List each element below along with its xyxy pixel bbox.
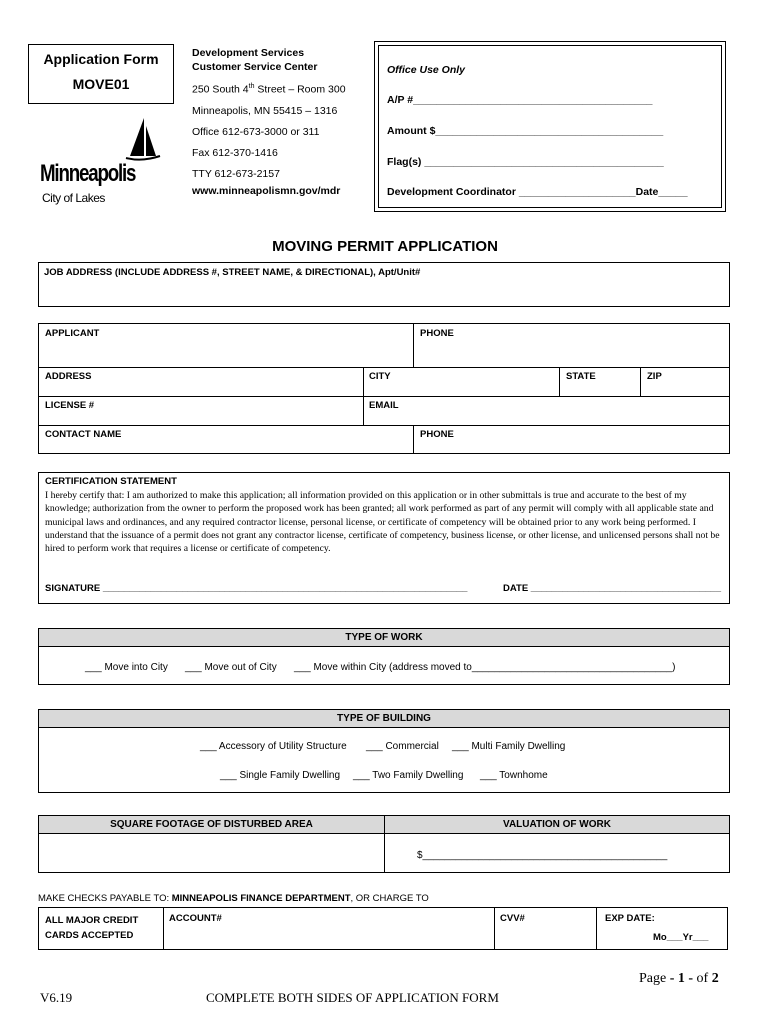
office-info <box>192 46 367 198</box>
sqft-field[interactable] <box>40 834 383 872</box>
payment-note: MAKE CHECKS PAYABLE TO: MINNEAPOLIS FINANCE DEPARTMENT, OR CHARGE TO <box>38 893 429 904</box>
grid-divider <box>413 324 414 367</box>
payment-divider <box>596 908 597 949</box>
grid-divider <box>39 396 729 397</box>
multi-family-option[interactable]: ___ Multi Family Dwelling <box>452 741 566 752</box>
certification-box <box>38 472 730 604</box>
grid-divider <box>39 367 729 368</box>
sqft-header: SQUARE FOOTAGE OF DISTURBED AREA <box>110 819 313 830</box>
grid-divider <box>640 367 641 396</box>
office-dept: Development Services <box>192 47 305 59</box>
single-family-option[interactable]: ___ Single Family Dwelling <box>220 770 341 781</box>
payment-grid <box>38 907 728 950</box>
type-of-building-header: TYPE OF BUILDING <box>39 710 729 728</box>
date-field[interactable]: DATE ____________________________________ <box>503 583 721 594</box>
two-family-option[interactable]: ___ Two Family Dwelling <box>353 770 464 781</box>
move-out-of-city-option[interactable]: ___ Move out of City <box>185 662 277 673</box>
move-within-city-option[interactable]: ___ Move within City (address moved to____________________________________) <box>294 662 676 673</box>
job-address-label: JOB ADDRESS (INCLUDE ADDRESS #, STREET NAME, & DIRECTIONAL), Apt/Unit# <box>44 267 421 278</box>
sailboat-icon <box>122 116 162 164</box>
sqft-valuation-box <box>38 815 730 873</box>
office-use-box <box>374 41 726 212</box>
exp-moyr[interactable]: Mo___Yr___ <box>653 932 709 943</box>
type-of-work-box <box>38 628 730 685</box>
office-use-inner <box>378 45 722 208</box>
payment-divider <box>163 908 164 949</box>
office-use-amount: Amount $_______________________________________ <box>387 125 664 137</box>
form-code: MOVE01 <box>72 76 130 92</box>
license-label: LICENSE # <box>45 400 95 411</box>
cvv-label[interactable]: CVV# <box>500 913 525 924</box>
valuation-field[interactable]: $____________________________________________ <box>417 850 668 861</box>
logo-tagline: City of Lakes <box>42 191 105 205</box>
form-title-box <box>28 44 174 104</box>
cards-accepted-label: ALL MAJOR CREDIT CARDS ACCEPTED <box>45 915 139 941</box>
city-logo <box>40 116 160 216</box>
office-fax: Fax 612-370-1416 <box>192 146 278 159</box>
applicant-label: APPLICANT <box>45 328 100 339</box>
complete-both-sides-note: COMPLETE BOTH SIDES OF APPLICATION FORM <box>206 990 499 1005</box>
accessory-structure-option[interactable]: ___ Accessory of Utility Structure <box>200 741 347 752</box>
office-use-coordinator: Development Coordinator ____________________Date_____ <box>387 186 688 198</box>
phone-label: PHONE <box>420 328 454 339</box>
version-label: V6.19 <box>40 990 73 1005</box>
office-use-title: Office Use Only <box>387 64 466 76</box>
office-use-flags: Flag(s) _________________________________________ <box>387 156 664 168</box>
move-into-city-option[interactable]: ___ Move into City <box>85 662 168 673</box>
grid-divider <box>363 367 364 425</box>
contact-name-label: CONTACT NAME <box>45 429 122 440</box>
job-address-field[interactable] <box>38 262 730 307</box>
commercial-option[interactable]: ___ Commercial <box>366 741 439 752</box>
type-of-building-box <box>38 709 730 793</box>
signature-field[interactable]: SIGNATURE _____________________________________________________________________ <box>45 583 468 594</box>
payment-divider <box>494 908 495 949</box>
office-street: 250 South 4th Street – Room 300 <box>192 83 346 96</box>
office-center: Customer Service Center <box>192 61 318 73</box>
page-title: MOVING PERMIT APPLICATION <box>272 238 498 255</box>
type-of-work-header: TYPE OF WORK <box>39 629 729 647</box>
grid-divider <box>413 425 414 454</box>
email-label: EMAIL <box>369 400 399 411</box>
grid-divider <box>559 367 560 396</box>
page-number: Page - 1 - of 2 <box>639 971 719 986</box>
certification-title: CERTIFICATION STATEMENT <box>45 476 177 487</box>
form-title: Application Form <box>43 51 159 67</box>
state-label: STATE <box>566 371 596 382</box>
office-web: www.minneapolismn.gov/mdr <box>192 184 341 197</box>
office-tty: TTY 612-673-2157 <box>192 167 280 180</box>
office-phone: Office 612-673-3000 or 311 <box>192 125 320 138</box>
city-label: CITY <box>369 371 391 382</box>
account-label[interactable]: ACCOUNT# <box>169 913 222 924</box>
valuation-header: VALUATION OF WORK <box>503 819 611 830</box>
exp-date-label[interactable]: EXP DATE: <box>605 913 655 924</box>
office-use-ap: A/P #_________________________________________ <box>387 94 653 106</box>
grid-divider <box>39 425 729 426</box>
logo-name: Minneapolis <box>40 160 136 187</box>
contact-phone-label: PHONE <box>420 429 454 440</box>
address-label: ADDRESS <box>45 371 92 382</box>
townhome-option[interactable]: ___ Townhome <box>480 770 548 781</box>
applicant-grid <box>38 323 730 454</box>
zip-label: ZIP <box>647 371 662 382</box>
certification-text: I hereby certify that: I am authorized to make this application; all information provided on this application or in other submittals is true and accurate to the best of my knowledge; authorization from the owner to perform the proposed work has been granted; all work performed as part of any permit will comply with all applicable state and municipal laws and ordinances, and any required contractor license, personal license, or certificate of competency will be obtained prior to any work being performed. I understand that the issuance of a permit does not grant any contractor license, certificate of competency, business license, or other license, and unlicensed persons shall not be hired to perform work that requires a license or certificate of competency. <box>45 490 720 555</box>
office-city: Minneapolis, MN 55415 – 1316 <box>192 104 338 117</box>
